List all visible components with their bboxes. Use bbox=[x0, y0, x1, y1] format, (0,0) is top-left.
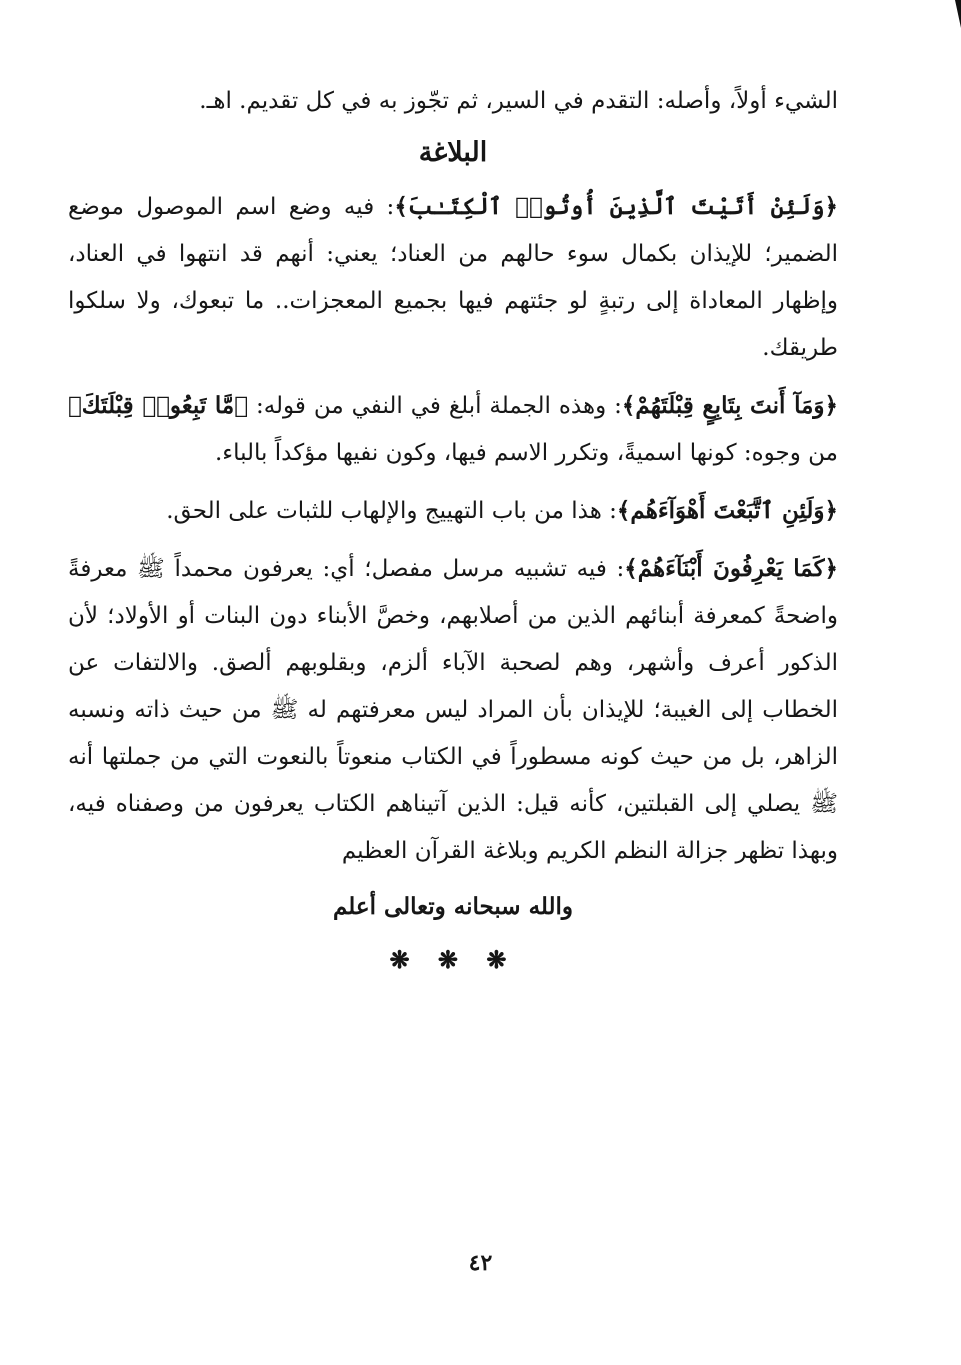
page-number: ٤٢ bbox=[468, 1250, 493, 1276]
paragraph-text-2: من وجوه: كونها اسميةً، وتكرر الاسم فيها، وكون نفيها مؤكداً بالباء. bbox=[214, 440, 838, 466]
paragraph-text: : فيه تشبيه مرسل مفصل؛ أي: يعرفون محمداً ﷺ معرفةً واضحةً كمعرفة أبنائهم الذين من أصلابهم، وخصَّ الأبناء دون البنات أو الأولاد؛ لأن الذكور أعرف وأشهر، وهم لصحبة الآباء ألزم، وبقلوبهم ألصق. والالتفات عن الخطاب إلى الغيبة؛ للإيذان بأن المراد ليس معرفتهم له ﷺ من حيث ذاته ونسبه الزاهر، بل من حيث كونه مسطوراً في الكتاب منعوتاً بالنعوت التي من جملتها أنه ﷺ يصلي إلى القبلتين، كأنه قيل: الذين آتيناهم الكتاب يعرفون من وصفناه فيه، وبهذا تظهر جزالة النظم الكريم وبلاغة القرآن العظيم bbox=[68, 556, 839, 864]
quran-quote: ﴿كَمَا يَعْرِفُونَ أَبْنَآءَهُمْ﴾ bbox=[624, 555, 839, 582]
paragraph-4 bbox=[68, 545, 838, 875]
quran-quote: ﴿وَمَآ أَنتَ بِتَابِعٍ قِبْلَتَهُمْ﴾ bbox=[621, 392, 838, 419]
quran-quote: ﴿وَلَئِنِ ٱتَّبَعْتَ أَهْوَآءَهُم﴾ bbox=[616, 497, 838, 524]
quran-quote: ﴿وَلَئِنْ أَتَيْتَ ٱلَّذِينَ أُوتُوا۟ ٱلْكِتَـٰبَ﴾ bbox=[394, 193, 838, 220]
paragraph-text: : فيه وضع اسم الموصول موضع الضمير؛ للإيذان بكمال سوء حالهم من العناد؛ يعني: أنهم قد انتهوا في العناد، وإظهار المعاداة إلى رتبةٍ لو جئتهم فيها بجميع المعجزات.. ما تبعوك، ولا سلكوا طريقك. bbox=[68, 194, 838, 361]
separator-stars: ❋ ❋ ❋ bbox=[389, 945, 517, 974]
paragraph-text: : هذا من باب التهييج والإلهاب للثبات على الحق. bbox=[166, 498, 617, 524]
paragraph-text: : وهذه الجملة أبلغ في النفي من قوله: bbox=[248, 393, 622, 419]
paragraph-3 bbox=[68, 487, 838, 535]
page-body bbox=[68, 78, 838, 974]
closing-line: والله سبحانه وتعالى أعلم bbox=[332, 893, 574, 920]
scan-corner-mark bbox=[955, 0, 961, 28]
quran-quote-2: ﴿مَّا تَبِعُوا۟ قِبْلَتَكَ﴾ bbox=[68, 392, 249, 419]
paragraph-1 bbox=[68, 183, 838, 372]
intro-line: الشيء أولاً، وأصله: التقدم في السير، ثم تجّوز به في كل تقديم. اهـ. bbox=[199, 88, 838, 114]
section-heading: البلاغة bbox=[418, 137, 488, 168]
paragraph-2 bbox=[68, 382, 838, 477]
